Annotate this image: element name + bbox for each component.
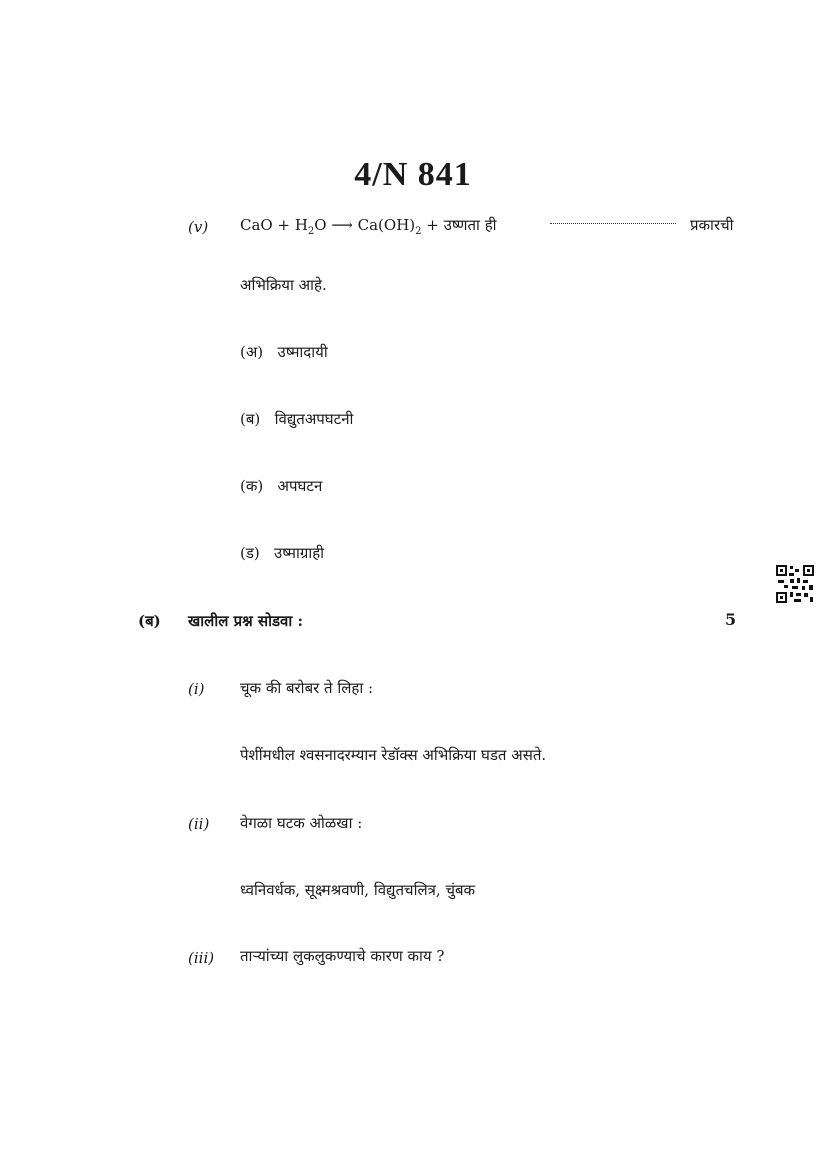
question-number-ii: (ii) (188, 815, 210, 833)
option-text: विद्युतअपघटनी (274, 410, 354, 428)
option-label: (अ) (240, 343, 264, 361)
chemical-equation (240, 215, 497, 237)
option-text: अपघटन (277, 477, 323, 495)
question-iii-prompt: ताऱ्यांच्या लुकलुकण्याचे कारण काय ? (240, 947, 445, 965)
question-v-tail: प्रकारची (690, 216, 734, 234)
equation-right: + उष्णता ही (421, 216, 497, 234)
page-title: 4/N 841 (354, 156, 472, 193)
option-b (240, 409, 353, 429)
equation-subscript-2: 2 (415, 226, 422, 237)
option-a (240, 342, 328, 362)
section-label: (ब) (138, 612, 161, 630)
option-c (240, 476, 322, 496)
equation-left: CaO + H (240, 216, 308, 234)
equation-subscript-1: 2 (307, 226, 315, 237)
option-text: उष्मादायी (277, 343, 328, 361)
blank-line (550, 222, 676, 224)
question-i-statement: पेशींमधील श्वसनादरम्यान रेडॉक्स अभिक्रिया घडत असते. (240, 746, 547, 764)
option-label: (ड) (240, 544, 260, 562)
option-d (240, 543, 324, 563)
question-v-line2: अभिक्रिया आहे. (240, 276, 327, 294)
question-i-prompt: चूक की बरोबर ते लिहा : (240, 679, 374, 697)
question-number-iii: (iii) (188, 949, 215, 967)
option-label: (ब) (240, 410, 261, 428)
question-number-i: (i) (188, 680, 205, 698)
option-label: (क) (240, 477, 264, 495)
question-ii-items: ध्वनिवर्धक, सूक्ष्मश्रवणी, विद्युतचलित्र, चुंबक (240, 881, 476, 899)
section-heading: खालील प्रश्न सोडवा : (188, 612, 303, 630)
qr-code-icon (776, 565, 814, 603)
section-marks: 5 (725, 610, 737, 629)
question-ii-prompt: वेगळा घटक ओळखा : (240, 814, 363, 832)
question-number-v: (v) (188, 218, 209, 236)
option-text: उष्माग्राही (274, 544, 325, 562)
equation-middle: O ⟶ Ca(OH) (314, 216, 416, 234)
